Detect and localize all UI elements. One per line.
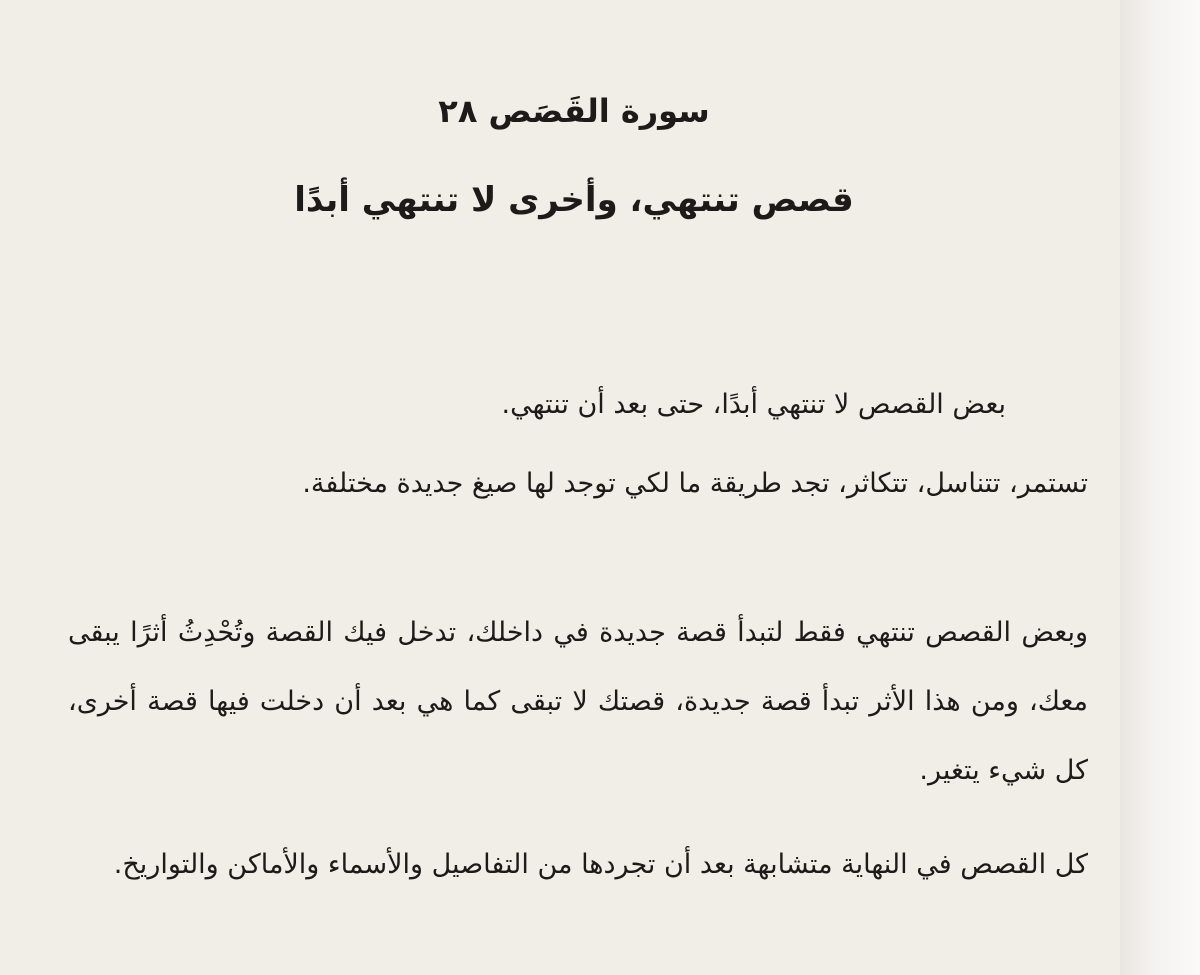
paragraph-2: تستمر، تتناسل، تتكاثر، تجد طريقة ما لكي توجد لها صيغ جديدة مختلفة. bbox=[302, 468, 1088, 499]
chapter-subtitle: قصص تنتهي، وأخرى لا تنتهي أبدًا bbox=[294, 180, 854, 220]
paragraph-4: كل القصص في النهاية متشابهة بعد أن تجردها من التفاصيل والأسماء والأماكن والتواريخ. bbox=[113, 849, 1088, 880]
paragraph-1: بعض القصص لا تنتهي أبدًا، حتى بعد أن تنتهي. bbox=[501, 389, 1006, 420]
page-content bbox=[60, 0, 1088, 975]
paragraph-3: وبعض القصص تنتهي فقط لتبدأ قصة جديدة في داخلك، تدخل فيك القصة وتُحْدِثُ أثرًا يبقى معك، ومن هذا الأثر تبدأ قصة جديدة، قصتك لا تبقى كما هي بعد أن دخلت فيها قصة أخرى، كل شيء يتغير. bbox=[68, 617, 1088, 786]
chapter-title: سورة القَصَص ٢٨ bbox=[438, 92, 710, 130]
page-edge bbox=[1120, 0, 1200, 975]
